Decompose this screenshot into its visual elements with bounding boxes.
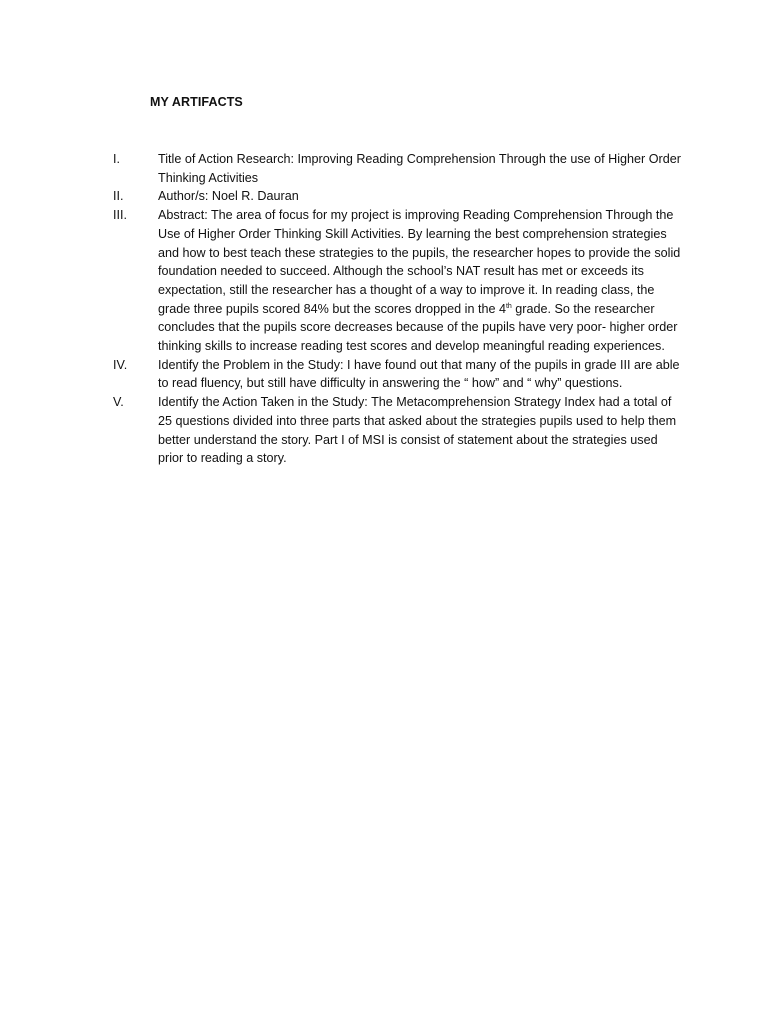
ordinal-superscript: th [505,302,512,310]
list-item-title [113,150,683,187]
list-item-text [158,206,683,356]
list-item-author [113,187,683,206]
document-title: MY ARTIFACTS [150,95,243,109]
list-item-number: III. [113,208,127,223]
list-item-number: I. [113,152,120,166]
list-item-problem [113,356,683,393]
list-item-number: IV. [113,357,128,372]
list-item-number: II. [113,189,124,204]
artifact-list [113,150,683,468]
list-item-text: Identify the Action Taken in the Study: The Metacomprehension Strategy Index had a total of 25 questions divided into three parts that asked about the strategies pupils used to help them better understand the story. Part I of MSI is consist of statement about the strategies used prior to reading a story. [158,395,677,466]
list-item-text: Author/s: Noel R. Dauran [158,189,299,204]
list-item-abstract [113,206,683,356]
list-item-text: Title of Action Research: Improving Reading Comprehension Through the use of Higher Order Thinking Activities [158,152,681,185]
abstract-text-part-2: grade. So the researcher concludes that the pupils score decreases because of the pupils have very poor- higher order thinking skills to increase reading test scores and develop meaningful reading experiences. [158,301,678,354]
list-item-text: Identify the Problem in the Study: I have found out that many of the pupils in grade III are able to read fluency, but still have difficulty in answering the “ how” and “ why” questions. [158,357,680,391]
list-item-action [113,393,683,468]
abstract-text-part-1: Abstract: The area of focus for my project is improving Reading Comprehension Through the Use of Higher Order Thinking Skill Activities. By learning the best comprehension strategies and how to best teach these strategies to the pupils, the researcher hopes to provide the solid foundation needed to succeed. Although the school’s NAT result has met or exceeds its expectation, still the researcher has a thought of a way to improve it. In reading class, the grade three pupils scored 84% but the scores dropped in the 4 [158,208,681,316]
list-item-number: V. [113,395,124,410]
